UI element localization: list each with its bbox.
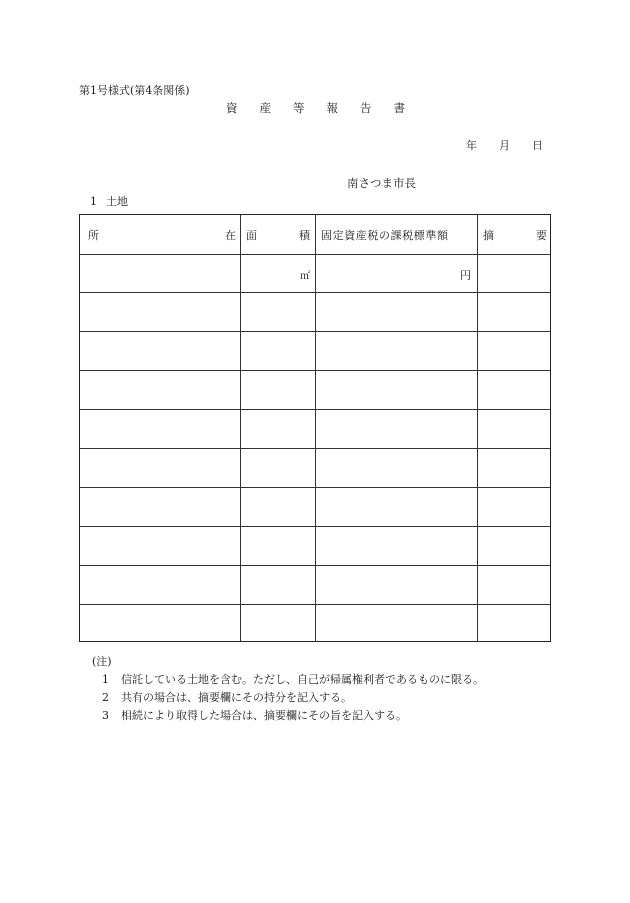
row-divider — [80, 448, 550, 449]
date-month-label: 月 — [499, 139, 510, 152]
title-char: 資 — [226, 101, 238, 115]
date-line — [466, 137, 543, 153]
header-remarks-left: 摘 — [483, 229, 494, 242]
note-number: 1 — [102, 673, 109, 686]
document-title — [226, 100, 405, 116]
form-number: 第1号様式(第4条関係) — [79, 84, 190, 97]
note-text: 信託している土地を含む。ただし、自己が帰属権利者であるものに限る。 — [121, 673, 484, 686]
title-char: 産 — [259, 101, 271, 115]
note-item — [102, 671, 484, 687]
column-divider — [315, 215, 316, 641]
header-area-left: 面 — [246, 229, 257, 242]
column-divider — [240, 215, 241, 641]
section-name: 土地 — [106, 195, 128, 208]
row-divider — [80, 604, 550, 605]
note-item — [102, 707, 407, 723]
row-divider — [80, 409, 550, 410]
title-char: 等 — [293, 101, 305, 115]
column-divider — [477, 215, 478, 641]
amount-unit: 円 — [460, 269, 471, 282]
area-unit: ㎡ — [300, 271, 310, 282]
addressee: 南さつま市長 — [347, 176, 416, 190]
notes-label: (注) — [92, 655, 112, 668]
note-text: 相続により取得した場合は、摘要欄にその旨を記入する。 — [121, 709, 407, 722]
note-item — [102, 689, 352, 705]
section-number: 1 — [90, 195, 97, 208]
row-divider — [80, 370, 550, 371]
header-area-right: 積 — [299, 229, 310, 242]
row-divider — [80, 292, 550, 293]
title-char: 書 — [393, 101, 405, 115]
header-location-left: 所 — [88, 229, 99, 242]
date-day-label: 日 — [532, 139, 543, 152]
row-divider — [80, 565, 550, 566]
note-number: 2 — [102, 691, 109, 704]
header-location-right: 在 — [225, 229, 236, 242]
row-divider — [80, 487, 550, 488]
title-char: 告 — [360, 101, 372, 115]
row-divider — [80, 254, 550, 255]
date-year-label: 年 — [466, 139, 477, 152]
land-table — [79, 214, 551, 642]
row-divider — [80, 331, 550, 332]
header-assessment: 固定資産税の課税標準額 — [321, 229, 449, 242]
header-remarks-right: 要 — [536, 229, 547, 242]
note-text: 共有の場合は、摘要欄にその持分を記入する。 — [121, 691, 352, 704]
row-divider — [80, 526, 550, 527]
note-number: 3 — [102, 709, 109, 722]
section-heading — [90, 193, 128, 209]
title-char: 報 — [326, 101, 338, 115]
